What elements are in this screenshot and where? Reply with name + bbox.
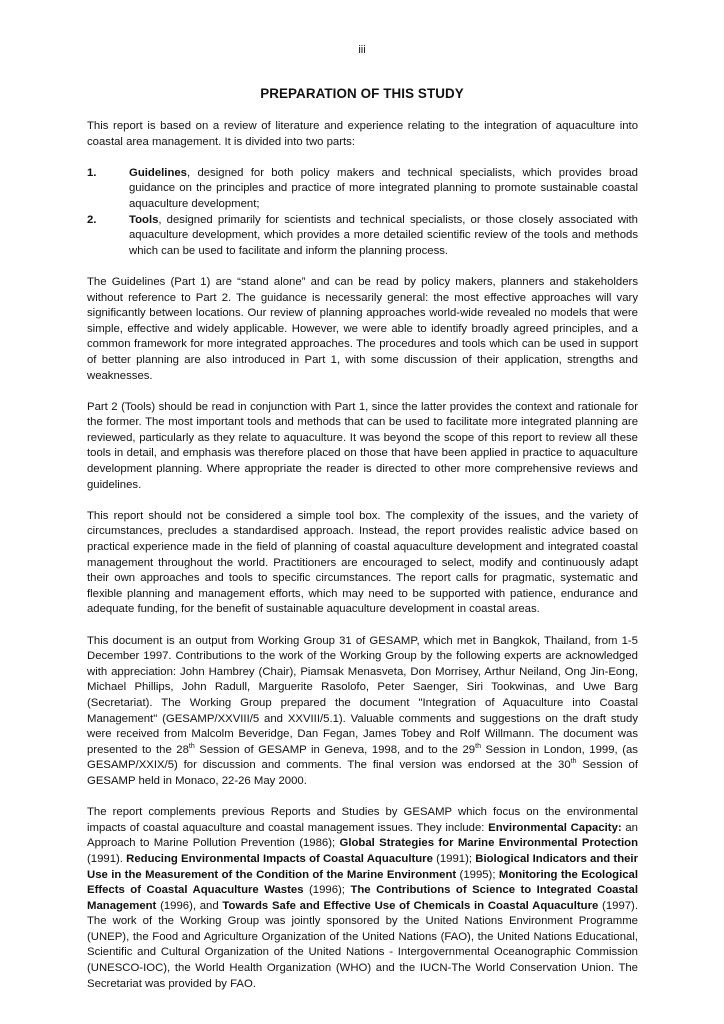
ref-title: Towards Safe and Effective Use of Chemicals in Coastal Aquaculture — [222, 899, 599, 912]
ref-text: The report complements previous Reports and Studies by GESAMP which focus on the environmental impacts of coastal aquaculture and coastal management issues. They include: — [87, 806, 638, 834]
references-paragraph — [87, 805, 638, 992]
tools-paragraph: Part 2 (Tools) should be read in conjunction with Part 1, since the latter provides the context and rationale for the former. The most important tools and methods that can be used to facilitate more integrated planning are reviewed, particularly as they relate to aquaculture. It was beyond the scope of this report to review all these tools in detail, and emphasis was therefore placed on those that have been applied in practice to aquaculture development planning. Where appropriate the reader is directed to other more comprehensive reviews and guidelines. — [87, 400, 638, 491]
superscript-th: th — [570, 758, 577, 766]
page-title: PREPARATION OF THIS STUDY — [260, 86, 464, 101]
list-item-text — [129, 213, 638, 260]
list-item-description: , designed primarily for scientists and technical specialists, or those closely associated with aquaculture development, which provides a more detailed scientific review of the tools and methods which can be used to facilitate and inform the planning process. — [129, 213, 638, 257]
list-item — [87, 213, 638, 260]
ref-title: Monitoring the Ecological Effects of Coastal Aquaculture Wastes — [87, 868, 638, 897]
ref-text: an Approach to Marine Pollution Prevention (1986); — [87, 821, 638, 850]
list-item-term: Tools — [129, 213, 159, 226]
page-number: iii — [358, 44, 366, 56]
ref-text: (1995); — [456, 868, 499, 881]
ref-title: Environmental Capacity: — [488, 821, 622, 834]
guidelines-paragraph: The Guidelines (Part 1) are “stand alone” and can be read by policy makers, planners and stakeholders without reference to Part 2. The guidance is necessarily general: the most effective approaches will vary significantly between locations. Our review of planning approaches world-wide revealed no models that were simple, effective and widely applicable. However, we were able to identify broadly agreed principles, and a common framework for more integrated approaches. The procedures and tools which can be used in support of better planning are also introduced in Part 1, with some discussion of their application, strengths and weaknesses. — [87, 275, 638, 382]
gesamp-text-3: Session in London, 1999, (as GESAMP/XXIX/5) for discussion and comments. The final version was endorsed at the 30 — [87, 743, 638, 772]
superscript-th: th — [188, 742, 195, 750]
ref-text: (1996); — [303, 884, 351, 897]
ref-text: (1997). The work of the Working Group was jointly sponsored by the United Nations Environment Programme (UNEP), the Food and Agriculture Organization of the United Nations (FAO), the United Nations Educational, Scientific and Cultural Organization of the United Nations - Intergovernmental Oceanographic Commission (UNESCO-IOC), the World Health Organization (WHO) and the IUCN-The World Conservation Union. The Secretariat was provided by FAO. — [87, 899, 638, 990]
list-item-term: Guidelines — [129, 166, 187, 179]
gesamp-text-2: Session of GESAMP in Geneva, 1998, and to the 29 — [194, 743, 476, 756]
ref-title: The Contributions of Science to Integrated Coastal Management — [87, 884, 638, 912]
ref-title: Biological Indicators and their Use in the Measurement of the Condition of the Marine Environment — [87, 852, 638, 881]
ref-title: Reducing Environmental Impacts of Coastal Aquaculture — [126, 852, 433, 865]
document-body — [87, 119, 638, 1008]
ref-title: Global Strategies for Marine Environmental Protection — [339, 837, 638, 850]
intro-paragraph: This report is based on a review of literature and experience relating to the integration of aquaculture into coastal area management. It is divided into two parts: — [87, 120, 638, 148]
ref-text: (1991). — [87, 852, 127, 865]
ref-text: (1991); — [432, 852, 476, 865]
list-item — [87, 166, 638, 213]
gesamp-paragraph — [87, 634, 638, 790]
parts-list — [87, 166, 638, 260]
ref-text: (1996), and — [156, 899, 223, 912]
toolbox-paragraph: This report should not be considered a simple tool box. The complexity of the issues, and the variety of circumstances, precludes a standardised approach. Instead, the report provides realistic advice based on practical experience made in the field of planning of coastal aquaculture development and integrated coastal management throughout the world. Practitioners are encouraged to select, modify and continuously adapt their own approaches and tools to specific circumstances. The report calls for pragmatic, systematic and flexible planning and management efforts, which may need to be supported with patience, endurance and adequate funding, for the benefit of sustainable aquaculture development in coastal areas. — [87, 509, 638, 616]
gesamp-text-1: This document is an output from Working Group 31 of GESAMP, which met in Bangkok, Thailand, from 1-5 December 1997. Contributions to the work of the Working Group by the following experts are acknowledged with appreciation: John Hambrey (Chair), Piamsak Menasveta, Don Morrisey, Arthur Neiland, Ong Jin-Eong, Michael Phillips, John Radull, Marguerite Rasolofo, Peter Saenger, Siri Tookwinas, and Uwe Barg (Secretariat). The Working Group prepared the document "Integration of Aquaculture into Coastal Management" (GESAMP/XXVIII/5 and XXVIII/5.1). Valuable comments and suggestions on the draft study were received from Malcolm Beveridge, Dan Fegan, James Tobey and Rolf Willmann. The document was presented to the 28 — [87, 634, 638, 756]
list-item-number: 2. — [87, 213, 97, 226]
list-item-text — [129, 166, 638, 213]
gesamp-text-4: Session of GESAMP held in Monaco, 22-26 May 2000. — [87, 759, 638, 787]
list-item-description: , designed for both policy makers and technical specialists, which provides broad guidance on the principles and practice of more integrated planning to promote sustainable coastal aquaculture development; — [129, 166, 638, 210]
list-item-number: 1. — [87, 166, 97, 179]
superscript-th: th — [475, 742, 481, 750]
